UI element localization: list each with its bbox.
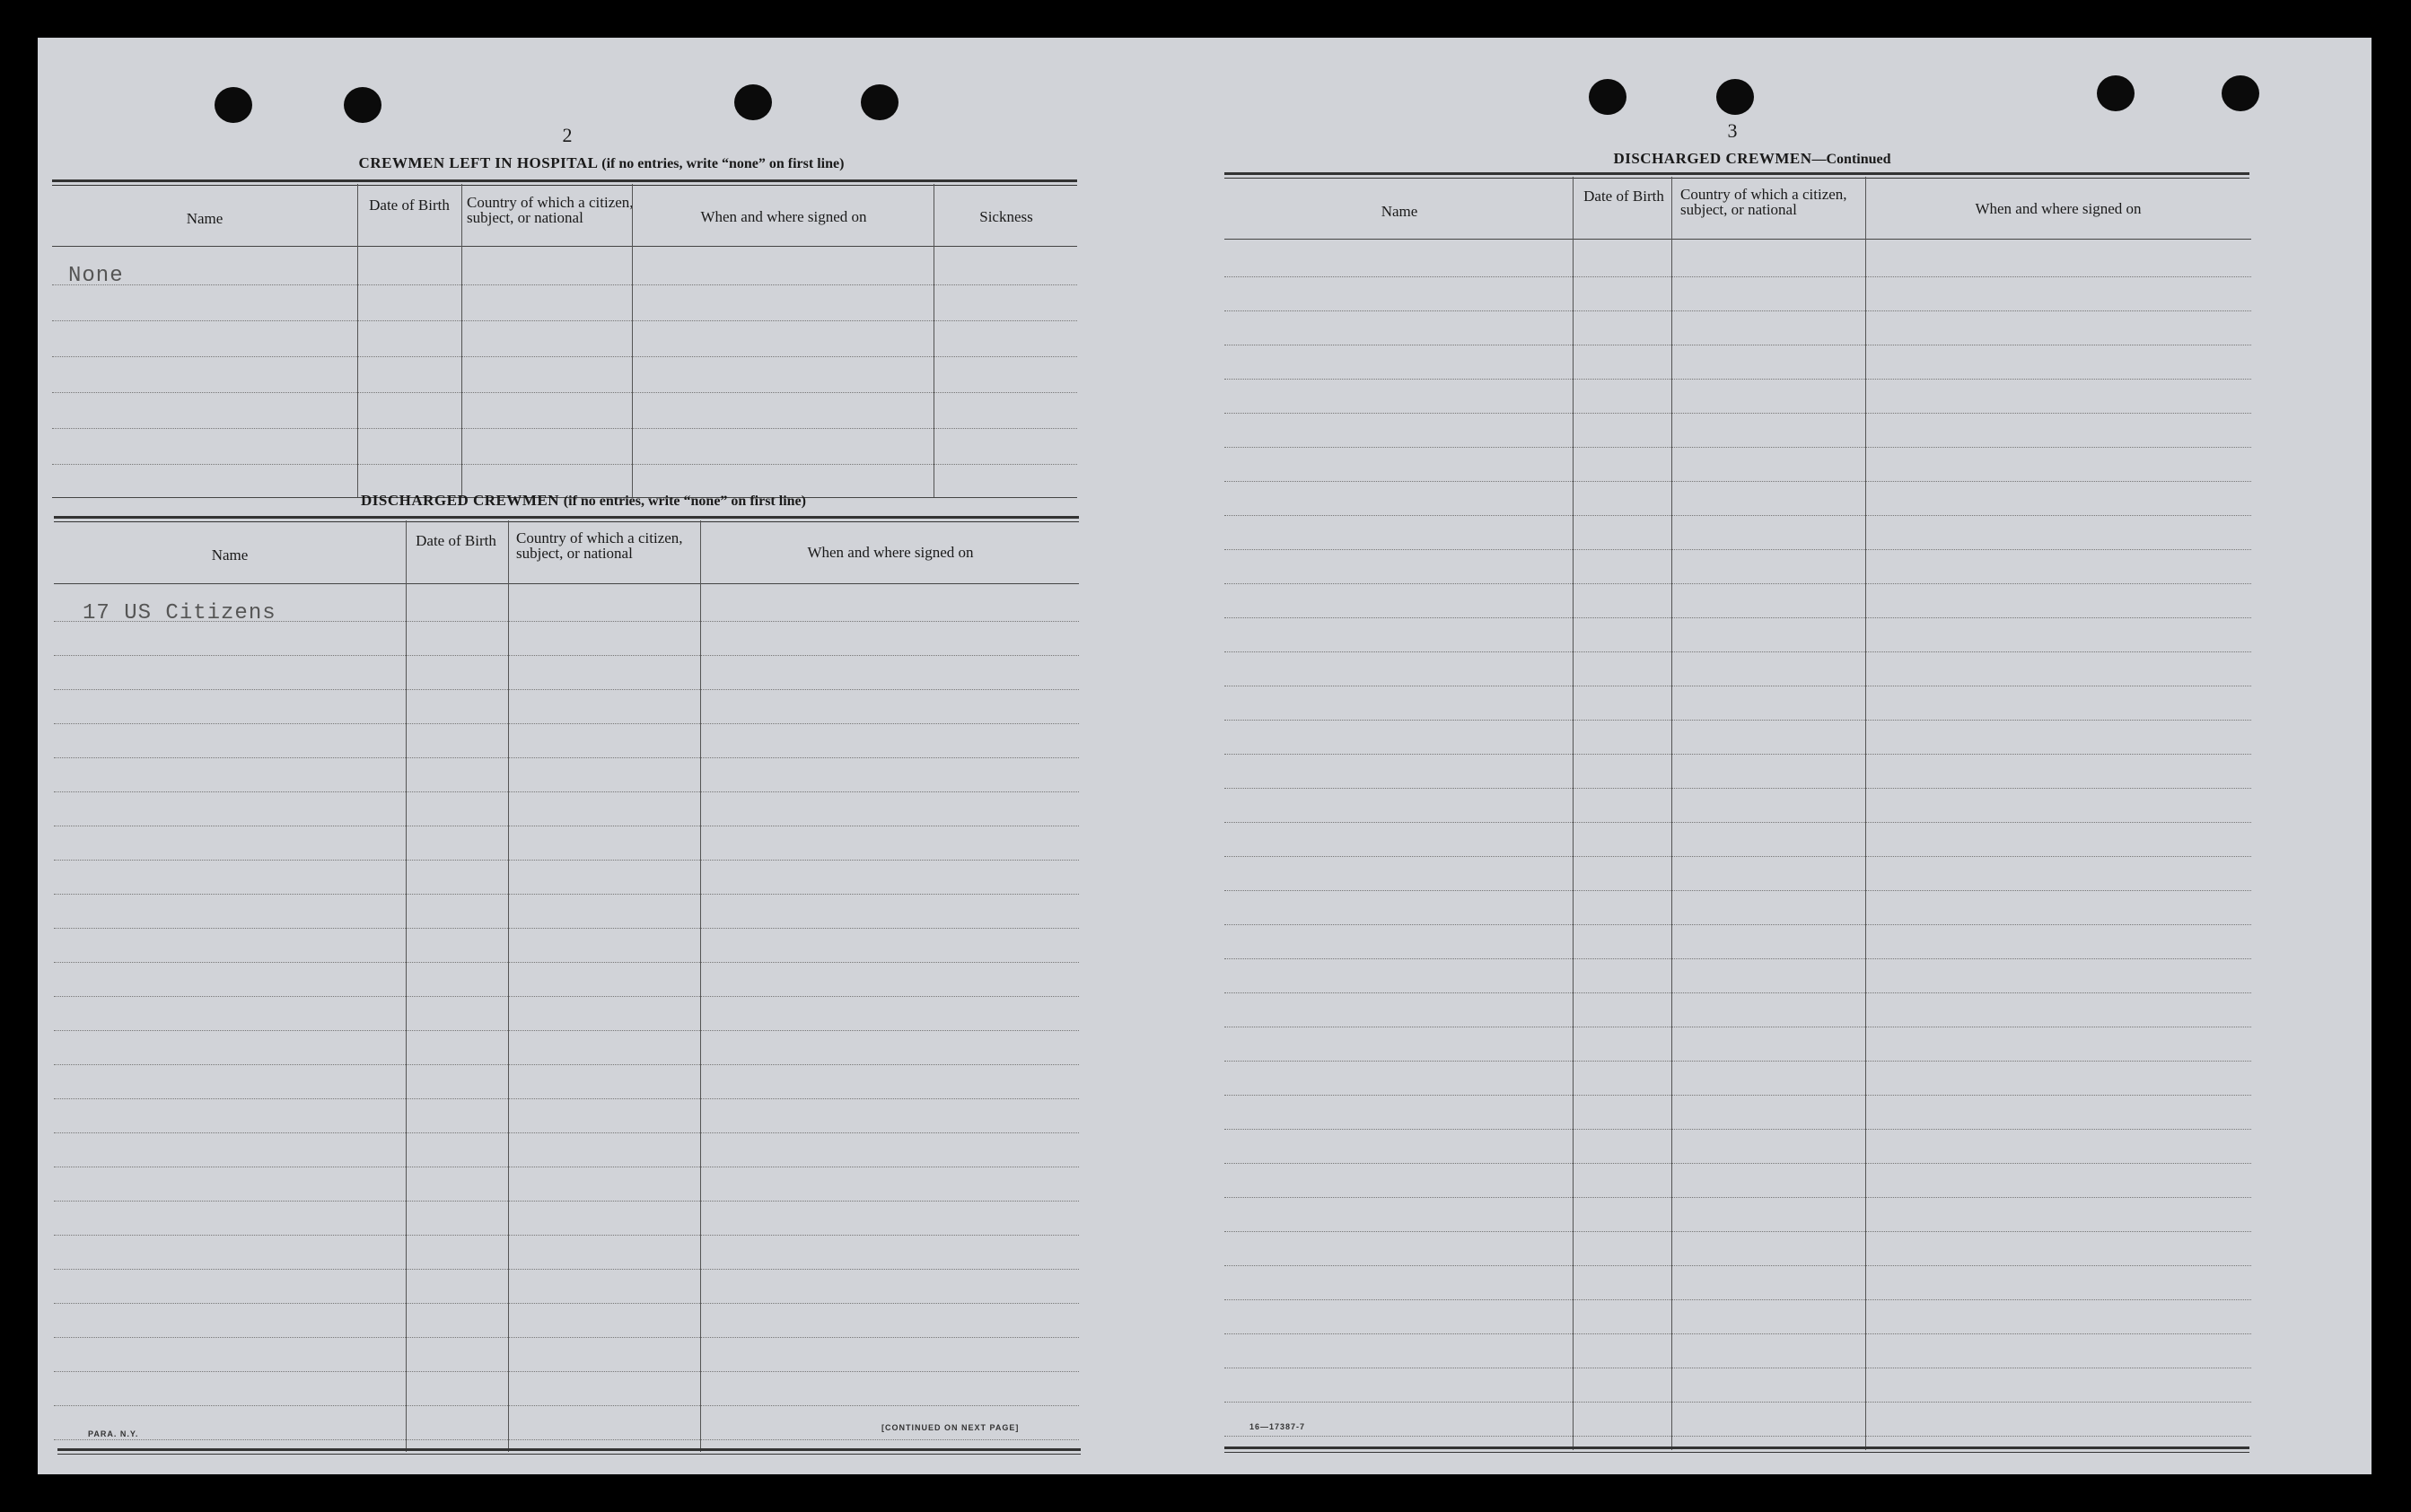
punch-hole	[1589, 79, 1626, 115]
entry-line	[1224, 1231, 2251, 1232]
entry-line	[1224, 651, 2251, 652]
entry-line	[54, 1132, 1079, 1133]
continued-section-title	[1223, 150, 2282, 168]
discharged-title: DISCHARGED CREWMEN	[361, 492, 560, 509]
entry-line	[54, 894, 1079, 895]
hospital-col-country: Country of which a citizen, subject, or national	[467, 194, 634, 226]
hospital-col-divider	[461, 184, 462, 498]
entry-line	[52, 428, 1077, 429]
entry-line	[1224, 379, 2251, 380]
entry-line	[1224, 583, 2251, 584]
hospital-col-divider	[357, 184, 358, 498]
entry-line	[1224, 1197, 2251, 1198]
entry-line	[54, 757, 1079, 758]
discharged-col-divider	[406, 520, 407, 1452]
hospital-col-divider	[632, 184, 633, 498]
entry-line	[1224, 1095, 2251, 1096]
punch-hole	[861, 84, 899, 120]
continued-bottom-rule	[1224, 1446, 2249, 1453]
discharged-top-rule	[54, 516, 1079, 522]
entry-line	[54, 1337, 1079, 1338]
continued-top-rule	[1224, 172, 2249, 179]
entry-line	[1224, 992, 2251, 993]
continued-col-dob: Date of Birth	[1583, 188, 1664, 205]
entry-line	[54, 1303, 1079, 1304]
entry-line	[52, 392, 1077, 393]
discharged-col-name: Name	[211, 546, 249, 564]
entry-line	[1224, 515, 2251, 516]
hospital-entry: None	[68, 264, 124, 288]
entry-line	[54, 996, 1079, 997]
discharged-entry: 17 US Citizens	[83, 601, 276, 625]
discharged-col-signed: When and where signed on	[807, 544, 974, 561]
discharged-col-divider	[508, 520, 509, 1452]
hospital-subtitle: (if no entries, write “none” on first line)	[601, 156, 845, 171]
discharged-col-dob: Date of Birth	[416, 532, 496, 549]
entry-line	[1224, 822, 2251, 823]
punch-hole	[734, 84, 772, 120]
punch-hole	[2097, 75, 2135, 111]
continued-note: [CONTINUED ON NEXT PAGE]	[881, 1423, 1020, 1432]
entry-line	[1224, 754, 2251, 755]
punch-hole	[1716, 79, 1754, 115]
entry-line	[54, 1371, 1079, 1372]
entry-line	[1224, 788, 2251, 789]
entry-line	[1224, 1436, 2251, 1437]
entry-line	[54, 860, 1079, 861]
hospital-header-rule	[52, 246, 1077, 247]
entry-line	[54, 928, 1079, 929]
entry-line	[1224, 958, 2251, 959]
entry-line	[54, 1269, 1079, 1270]
entry-line	[54, 621, 1079, 622]
entry-line	[54, 655, 1079, 656]
form-code: 16—17387-7	[1249, 1422, 1306, 1431]
continued-suffix: —Continued	[1811, 152, 1891, 167]
entry-line	[1224, 1299, 2251, 1300]
entry-line	[54, 1405, 1079, 1406]
entry-line	[1224, 481, 2251, 482]
continued-col-name: Name	[1381, 203, 1418, 220]
page-number: 2	[562, 124, 573, 146]
punch-hole	[344, 87, 381, 123]
entry-line	[1224, 1265, 2251, 1266]
hospital-section-title	[90, 154, 1113, 172]
continued-title: DISCHARGED CREWMEN	[1613, 150, 1812, 167]
entry-line	[1224, 856, 2251, 857]
printer-imprint: PARA. N.Y.	[88, 1429, 139, 1438]
document-sheet	[38, 38, 2372, 1474]
continued-col-divider	[1865, 177, 1866, 1450]
entry-line	[1224, 617, 2251, 618]
continued-col-signed: When and where signed on	[1975, 200, 2142, 217]
entry-line	[1224, 549, 2251, 550]
discharged-col-country: Country of which a citizen, subject, or national	[516, 529, 683, 562]
entry-line	[1224, 1333, 2251, 1334]
hospital-top-rule	[52, 179, 1077, 186]
entry-line	[1224, 720, 2251, 721]
entry-line	[52, 284, 1077, 285]
entry-line	[54, 1030, 1079, 1031]
entry-line	[54, 1235, 1079, 1236]
entry-line	[52, 464, 1077, 465]
punch-hole	[215, 87, 252, 123]
discharged-section-title	[90, 492, 1077, 510]
page-number: 3	[1727, 119, 1738, 142]
continued-col-divider	[1671, 177, 1672, 1450]
discharged-bottom-rule	[57, 1448, 1081, 1455]
entry-line	[1224, 413, 2251, 414]
continued-header-rule	[1224, 239, 2251, 240]
hospital-col-name: Name	[186, 210, 224, 227]
entry-line	[54, 1439, 1079, 1440]
discharged-header-rule	[54, 583, 1079, 584]
hospital-col-sickness: Sickness	[979, 208, 1033, 225]
entry-line	[1224, 276, 2251, 277]
hospital-title: CREWMEN LEFT IN HOSPITAL	[358, 154, 598, 171]
discharged-col-divider	[700, 520, 701, 1452]
entry-line	[1224, 447, 2251, 448]
discharged-subtitle: (if no entries, write “none” on first line)	[563, 494, 806, 509]
continued-col-divider	[1573, 177, 1574, 1450]
entry-line	[54, 791, 1079, 792]
hospital-col-signed: When and where signed on	[700, 208, 867, 225]
entry-line	[1224, 890, 2251, 891]
entry-line	[1224, 1061, 2251, 1062]
entry-line	[54, 1098, 1079, 1099]
entry-line	[1224, 1163, 2251, 1164]
entry-line	[1224, 1129, 2251, 1130]
entry-line	[54, 1064, 1079, 1065]
hospital-col-dob: Date of Birth	[369, 197, 450, 214]
entry-line	[52, 356, 1077, 357]
entry-line	[54, 962, 1079, 963]
punch-hole	[2222, 75, 2259, 111]
entry-line	[54, 689, 1079, 690]
entry-line	[54, 723, 1079, 724]
entry-line	[52, 320, 1077, 321]
entry-line	[1224, 1402, 2251, 1403]
entry-line	[54, 1201, 1079, 1202]
entry-line	[1224, 924, 2251, 925]
entry-line	[1224, 310, 2251, 311]
continued-col-country: Country of which a citizen, subject, or national	[1680, 186, 1847, 218]
